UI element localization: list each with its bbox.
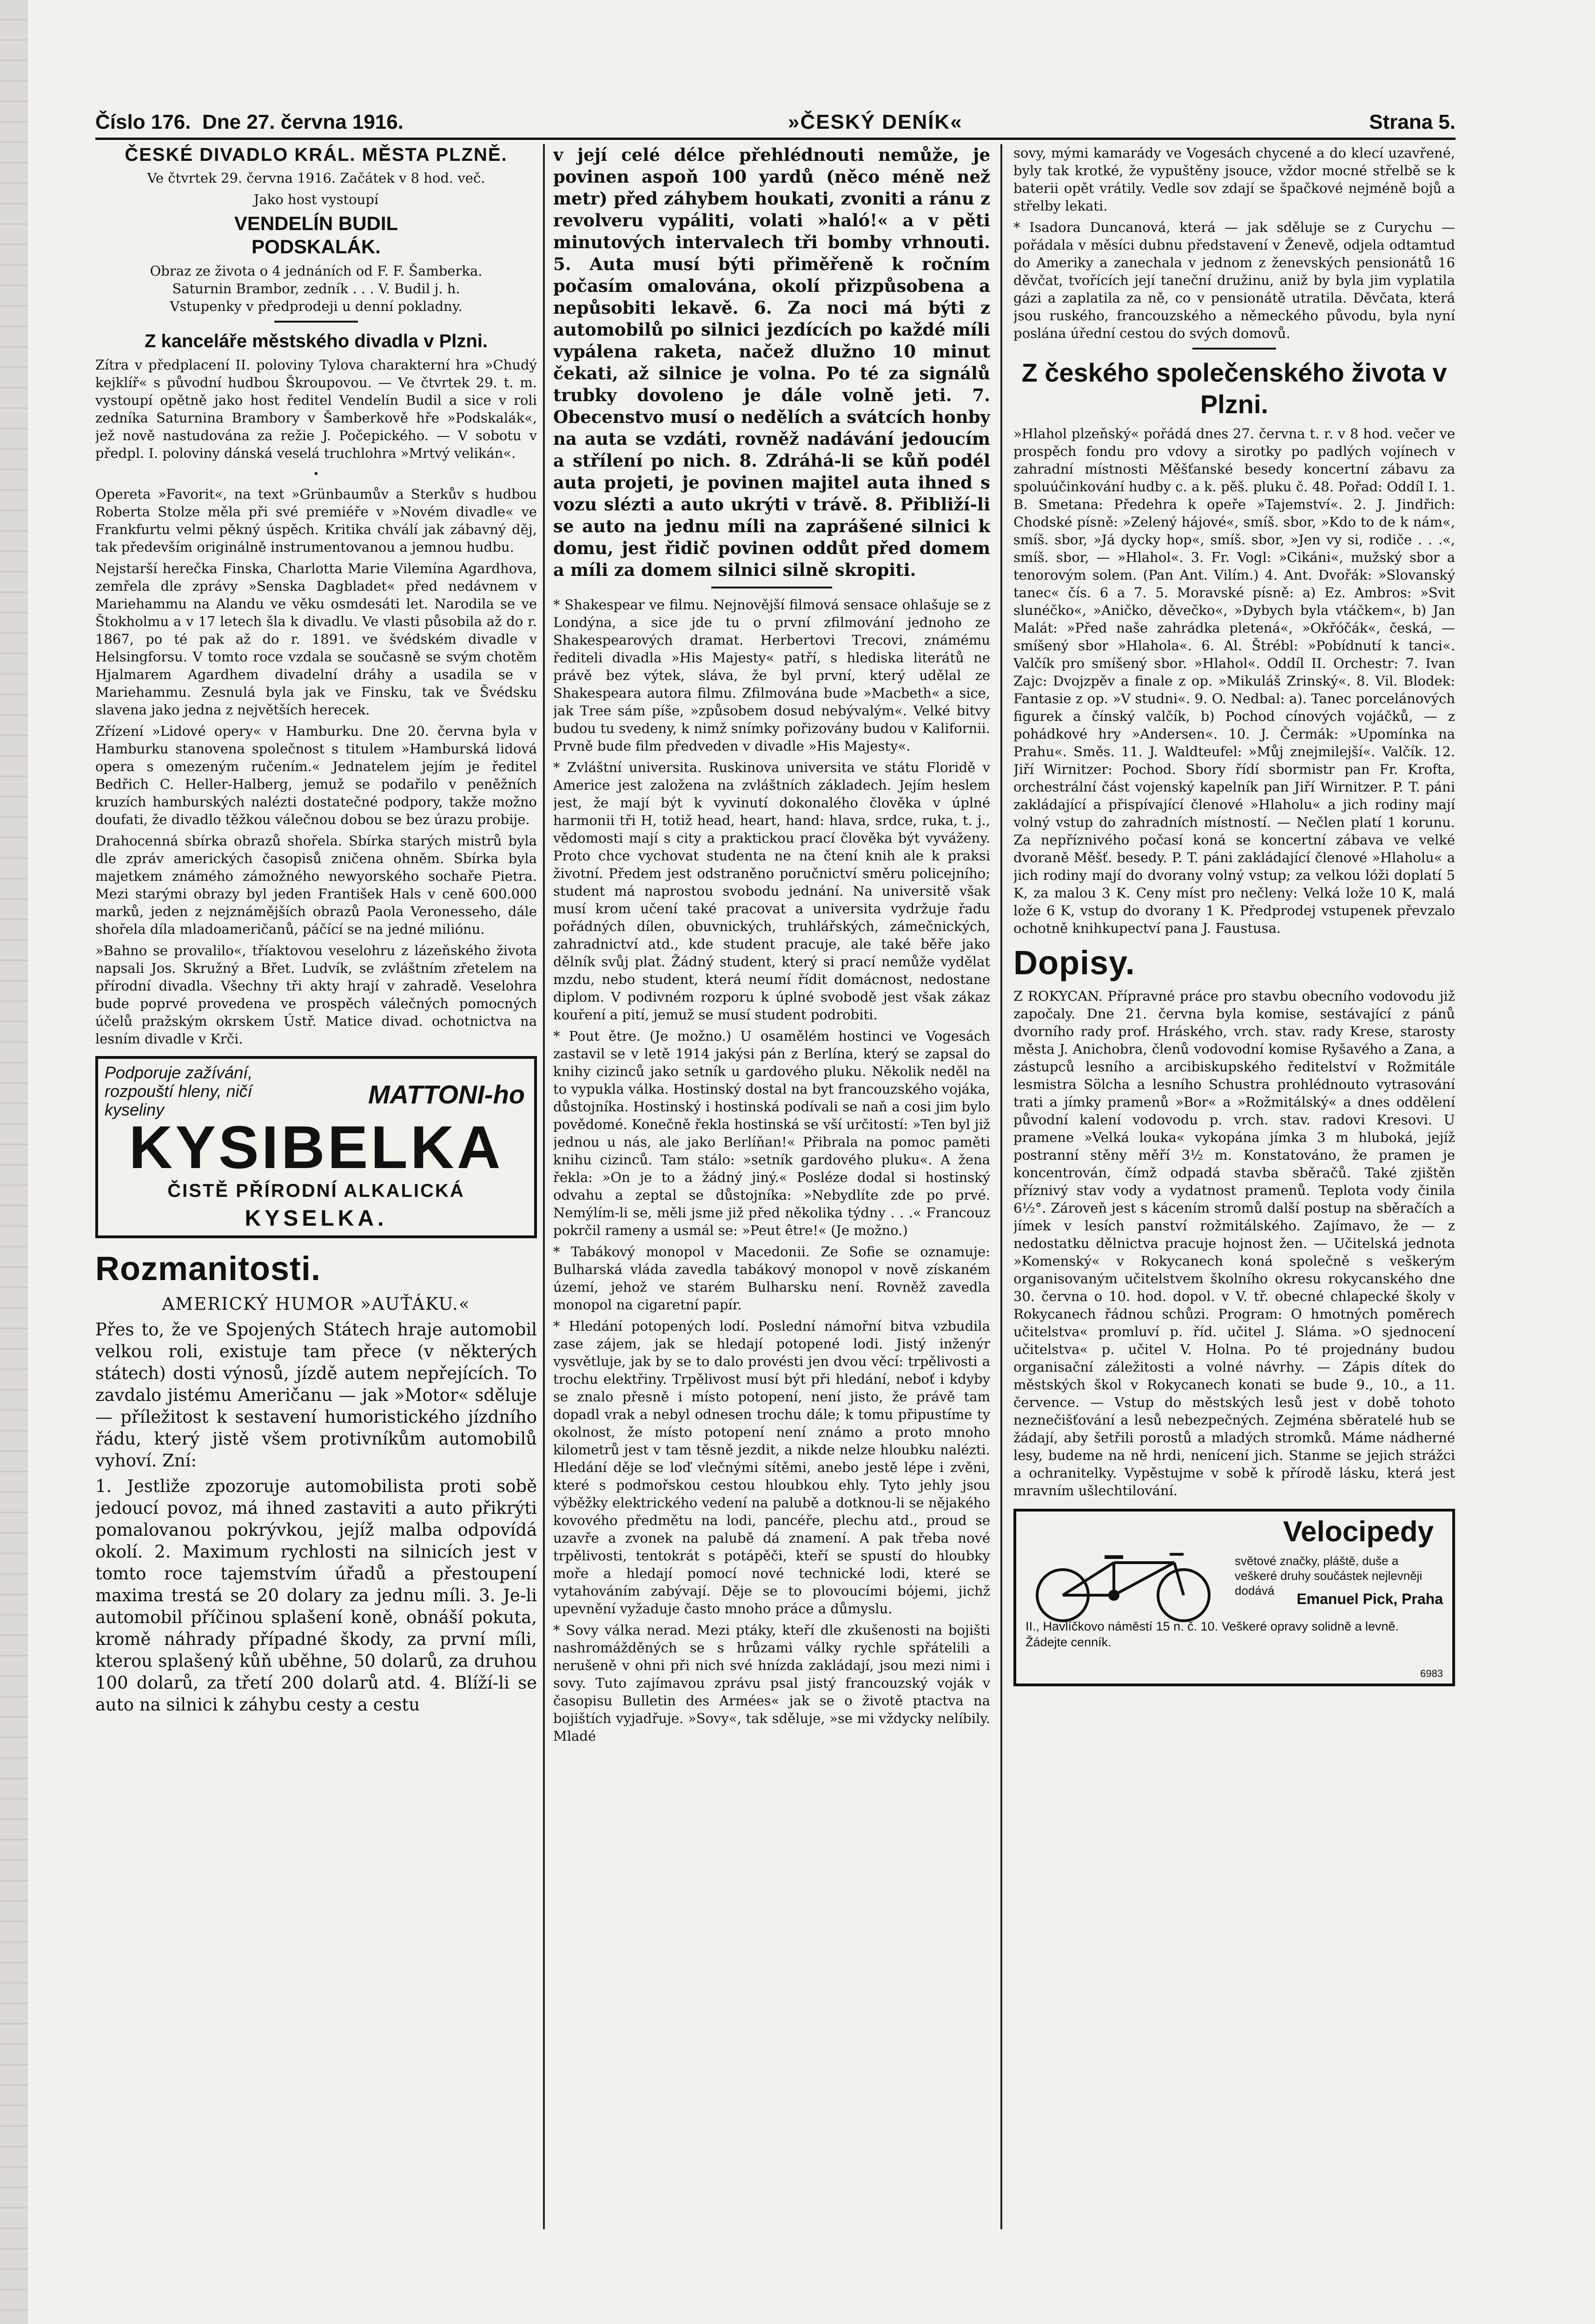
column-1: [95, 144, 537, 2229]
ad-vendor: Emanuel Pick, Praha: [1297, 1591, 1443, 1607]
theatre-play-title: PODSKALÁK.: [251, 236, 381, 257]
ad-product-type: KYSELKA.: [245, 1206, 388, 1231]
theatre-title: ČESKÉ DIVADLO KRÁL. MĚSTA PLZNĚ.: [125, 145, 508, 165]
newspaper-title: »ČESKÝ DENÍK«: [788, 111, 963, 133]
ad-description: světové značky, pláště, duše a veškeré druhy součástek nejlevněji dodává: [1235, 1554, 1423, 1598]
star-separator: •: [313, 469, 319, 480]
article-paragraph: Zřízení »Lidové opery« v Hamburku. Dne 20. června byla v Hamburku stanovena společnost s titulem »Hamburská lidová opera s omezeným ručením.« Jednatelem jejím je ředitel Bedřich C. Heller-Halberg, jemuž se podařilo v peněžních kruzích hamburských nalézti dostatečné podpory, takže možno doufati, že divadlo těžkou válečnou dobou se bez úrazu probije.: [95, 723, 537, 827]
separator: [274, 321, 358, 323]
article-paragraph: * Hledání potopených lodí. Poslední námořní bitva vzbudila zase zájem, jak se hledají potopené lodi. Jistý inženýr vysvětluje, jak by se to dalo provésti jen dvou věcí: trpělivosti a trochu elektřiny. Trpělivost musí být při hledání, neboť i kdyby se znalo přesně i místo potopení, není jisto, že právě tam dopadl vrak a nebyl odnesen trochu dále; k tomu připustíme ty okolnost, že místo potopení není známo a proto mnoho kilometrů jest v tam těsně jezdit, a nikde nelze hloubku nalézti. Hledání děje se loď vlečnými sítěmi, anebo jestě lépe i zvěni, které s podmořskou cestou hloubkou ehly. Tyto jehly jsou výběžky elektrického vedení na palubě a dotknou-li se nějakého kovového předmětu na lodi, pancéře, plechu atd., proud se uzavře a zvonek na palubě dá znamení. A pak třeba nové trpělivosti, tentokrát s potápěči, kteří se spustí do hloubky moře a hledají pomocí nové technické lodi, které se vytahováním zabývají. Děje se to plovoucími bójemi, jichž upevnění vyžaduje často mnoho práce a důmyslu.: [553, 1318, 990, 1617]
article-paragraph: »Hlahol plzeňský« pořádá dnes 27. června t. r. v 8 hod. večer ve prospěch fondu pro vdovy a sirotky po padlých vojínech v zahradní místnosti Měšťanské besedy koncertní zábavu za spoluúčinkování hudby c. a k. pěš. pluku č. 48. Pořad: Oddíl I. 1. B. Smetana: Předehra k opeře »Tajemství«. 2. J. Jindřich: Chodské písně: »Zelený hájové«, smíš. sbor, »Kdo to de k nám«, smíš. sbor, »Já dycky hop«, smíš. sbor, »Jen vy si, rodiče . . .«, smíš. sbor, — »Hlahol«. 3. Fr. Vogl: »Cikáni«, mužský sbor a tenorovým solem. (Pan Ant. Vilím.) 4. Ant. Dvořák: »Slovanský tanec« čís. 6 a 7. 5. Moravské písně: a) Ez. Ambros: »Svit slunéčko«, »Aničko, děvečko«, »Dybych byla vtáčkem«, b) Jan Malát: »Před naše zahrádka pletená«, »Okřóčák«, česká, — smíšený sbor »Hlahola«. 6. Al. Štrébl: »Pobídnutí k tanci«. Valčík pro smíšený sbor. »Hlahol«. Oddíl II. Orchestr: 7. Ivan Zajc: Dvojzpěv a finale z op. »Mikuláš Zrinský«. 8. Vil. Blodek: Fantasie z op. »V studni«. 9. O. Nedbal: a). Tanec porcelánových figurek a čínský valčík, b) Pochod cínových vojáčků, — z pohádkové hry »Andersen«. 10. J. Čermák: »Upomínka na Prahu«. Směs. 11. J. Waldteufel: »Můj znejmilejší«. Valčík. 12. Jiří Wirnitzer: Pochod. Sbory řídí sbormistr pan Fr. Krofta, orchestrální část vojenský kapelník pan Jiří Wirnitzer. P. T. páni zakládající a přispívající členové »Hlaholu« a jich rodiny mají volný vstup do zahradních místností. — Nečlen platí 1 korunu. Za nepříznivého počasí koná se koncertní zábava ve velké dvoraně Měšť. besedy. P. T. páni zakládající členové »Hlaholu« a jich rodiny mají do dvorany volný vstup; za velkou lóži doplatí 5 K, za malou 3 K. Ceny míst pro nečleny: Velká lože 10 K, malá lože 6 K, vstup do dvorany 1 K. Předprodej vstupenek převzalo ochotně knihkupectví pana J. Faustusa.: [1013, 426, 1455, 936]
velocipedy-advertisement: [1013, 1509, 1455, 1686]
article-paragraph: * Sovy válka nerad. Mezi ptáky, kteří dle zkušenosti na bojišti nashromážděných se s hrůzami války rychle spřátelili a nerušeně v ohni při nich své hnízda zakládají, jsou mezi nimi i sovy. Tuto zajímavou zprávu psal jistý francouzský voják v časopisu Bulletin des Armées« jak se o životě ptactva na bojištích vyjadřuje. »Sovy«, tak sděluje, »se mi vždycky nelíbily. Mladé: [553, 1622, 990, 1744]
issue-number: Číslo 176.: [95, 111, 191, 133]
issue-date: Dne 27. června 1916.: [202, 111, 404, 133]
ad-product-descriptor: ČISTĚ PŘÍRODNÍ ALKALICKÁ: [167, 1181, 465, 1201]
theatre-date: Ve čtvrtek 29. června 1916. Začátek v 8 hod. več.: [147, 170, 485, 186]
article-paragraph: Přes to, že ve Spojených Státech hraje automobil velkou roli, existuje tam přece (v některých státech) dosti výnosů, jízdě autem nepřejících. To zavdalo jistému Američanu — jak »Motor« sděluje — příležitost k sestavení humoristického jízdního řádu, který jistě všem protivníkům automobilů vyhoví. Zní:: [95, 1320, 537, 1471]
office-heading: Z kanceláře městského divadla v Plzni.: [144, 331, 488, 351]
page-binding-edge: [0, 0, 28, 2324]
ad-product-name: KYSIBELKA: [129, 1113, 503, 1181]
article-paragraph: Zítra v předplacení II. poloviny Tylova charakterní hra »Chudý kejklíř« s původní hudbou Škroupovou. — Ve čtvrtek 29. t. m. vystoupí opětně jako host ředitel Vendelín Budil a sice v roli zedníka Saturnina Brambory v Šamberkově hře »Podskalák«, jež nově nastudována za režie J. Počepického. — V sobotu v předpl. I. poloviny dánská veselá truchlohra »Mrtvý velikán«.: [95, 357, 537, 461]
article-paragraph: * Shakespear ve filmu. Nejnovější filmová sensace ohlašuje se z Londýna, a sice jde tu o první zfilmování jednoho ze Shakespearových dramat. Herbertovi Trecovi, známému řediteli divadla »His Majesty« patří, s hlediska literátů ne právě bez výtek, sláva, že byl první, který udělal ze Shakespeara autora filmu. Zfilmována bude »Macbeth« a sice, jak Tree sám píše, »způsobem dosud nebývalým«. Velké bitvy budou tu svedeny, k nimž snímky pořizovány budou v Kalifornii. Prvně bude film předveden v divadle »His Majesty«.: [553, 597, 990, 754]
ad-tagline: Podporuje zažívání, rozpouští hleny, ničí kyseliny: [105, 1063, 253, 1119]
misc-section-heading: Rozmanitosti.: [95, 1250, 321, 1287]
column-2: [553, 144, 990, 2229]
misc-subheading: AMERICKÝ HUMOR »AUŤÁKU.«: [162, 1294, 470, 1314]
theatre-actor: VENDELÍN BUDIL: [234, 212, 398, 234]
page-header: [95, 105, 1456, 140]
article-paragraph: Z ROKYCAN. Přípravné práce pro stavbu obecního vodovodu již započaly. Dne 21. června byla komise, sestávající z pánů dvorního rady prof. Hráského, vrch. stav. rady Krese, starosty města J. Anichobra, členů vodovodní komise Ryšavého a Zana, a zástupců lesního a arcibiskupského ředitelství v Rožmitále lesmistra Sölcha a lesního Schustra prohlédnouto vytrasování trati a jímky pramenů »Bor« a »Rožmitálský« a dnes oddělení původní kalení vodovodu p. vrch. stav. radovi Kresovi. U pramene »Velká louka« vykopána jímka 3 m hluboká, jejíž postranní stěny měří 3½ m. Konstatováno, že pramen je koncentrován, čímž odpadá stavba sběračů. Také zjištěn příznivý stav vody a vydatnost pramenů. Teplota vody činila 6½°. Zároveň jest s kácením stromů další postup na sběračích a jímek v lesích panství rožmitálského. Zajímavo, že — z nedostatku dělnictva pracuje hojnost žen. — Učitelská jednota »Komenský« v Rokycanech koná společně s veškerým organisovaným učitelstvem školního okresu rokycanského dne 30. června o 10. hod. dopol. v V. tř. obecné chlapecké školy v Rokycanech řádnou schůzi. Program: O hmotných poměrech učitelstva« promluví p. říd. učitel J. Sláma. »O sjednocení učitelstva« p. učitel V. Holna. Po té projednány budou organisační záležitosti a volné návrhy. — Zápis dítek do městských škol v Rokycanech konati se bude 9., 10., a 11. července. — Vstup do městských lesů jest v době tohoto neznečišťování a lesů nebezpečných. Zejména sběratelé hub se žádají, aby šetřili porostů a mladých stromků. Máme nádherné lesy, budeme na ně hrdi, nenícení jich. Stanme se jejich strážci a ochranitelky. Vypěstujme v sobě k přírodě lásku, která jest mravním ušlechtilování.: [1013, 988, 1455, 1499]
article-paragraph: * Pout ětre. (Je možno.) U osamělém hostinci ve Vogesách zastavil se v letě 1914 jakýsi pán z Berlína, který se zapsal do knihy cizinců jako setník u gardového pluku. Několik neděl na to vypukla válka. Hostinský dostal na byt francouzského vojáka, důstojníka. Hostinský i hostinská podívali se naň a cosi jim bylo povědomé. Konečně řekla hostinská se vší určitostí: »Ten byl již jednou u nás, ale jako Berlíňan!« Přibrala na pomoc paměti knihu cizinců. Tam stálo: »setník gardového pluku«. A žena řekla: »On je to a žádný jiný.« Posléze dodal si hostinský odvahu a zeptal se důstojníka: »Nebydlíte zde po prvé. Nemýlím-li se, měli jsme již před několika týdny . . .« Francouz pokrčil rameny a usmál se: »Peut être!« (Je možno.): [553, 1028, 990, 1238]
article-paragraph: sovy, mými kamarády ve Vogesách chycené a do klecí uzavřené, byly tak krotké, že vypuštěny jsouce, vždor mocné střelbě se k baterii opět vrátily. Vedle sov zdají se špačkové nejméně bojů a střelby lekati.: [1013, 145, 1455, 214]
article-paragraph: »Bahno se provalilo«, tříaktovou veselohru z lázeňského života napsali Jos. Skružný a Břet. Ludvík, se zvláštním zřetelem na přírodní divadla. Všechny tři akty hrají v zahradě. Veselohra bude poprvé provedena ve prospěch válečných pomocných účelů pražským okrskem Ústř. Matice divad. ochotnictva na lesním divadle v Krči.: [95, 943, 537, 1047]
theatre-tickets: Vstupenky v předprodeji u denní pokladny.: [170, 298, 463, 314]
article-paragraph: * Tabákový monopol v Macedonii. Ze Sofie se oznamuje: Bulharská vláda zavedla tabákový monopol v nově získaném území, jehož ve starém Bulharsku není. Rovněž zavedla monopol na cigaretní papír.: [553, 1244, 990, 1313]
ad-address: II., Havlíčkovo náměstí 15 n. č. 10. Veškeré opravy solidně a levně. Žádejte cenník.: [1026, 1619, 1399, 1649]
article-paragraph: * Isadora Duncanová, která — jak sděluje se z Curychu — pořádala v měsíci dubnu představení v Ženevě, odjela odtamtud do Ameriky a zanechala v jednom z ženevských pensionátů 16 děvčat, tvořících její taneční družinu, aniž by byla jim vyplatila gázi a zaplatila za ně, co v pensionátě utratila. Děvčata, která jsou ruského, francouzského a německého původu, byla nyní poslána úřední cestou do svých domovů.: [1013, 219, 1455, 341]
ad-brand: MATTONI-ho: [368, 1080, 525, 1109]
letters-heading: Dopisy.: [1013, 944, 1135, 982]
theatre-play-description: Obraz ze života o 4 jednáních od F. F. Šamberka.: [150, 263, 483, 279]
theatre-guest-intro: Jako host vystoupí: [253, 191, 379, 207]
separator: [1192, 348, 1276, 350]
article-paragraph: 1. Jestliže zpozoruje automobilista proti sobě jedoucí povoz, má ihned zastaviti a auto přikrýti pomalovanou pokrývkou, jejíž malba odpovídá okolí. 2. Maximum rychlosti na silnicích jest v tomto roce tajemstvím úřadů a přestoupení maxima trestá se 20 dolary za jednu míli. 3. Je-li automobil příčinou splašení koně, obnáší pokuta, kromě náhrady případné škody, za první míli, kterou splašený kůň uběhne, 50 dolarů, za druhou 100 dolarů, za třetí 200 dolarů atd. 4. Blíží-li se auto na silnici k záhybu cesty a cestu: [95, 1476, 537, 1715]
separator: [711, 587, 832, 588]
column-divider: [1000, 144, 1002, 2229]
social-life-heading: Z českého společenského života v Plzni.: [1021, 358, 1447, 419]
bicycle-icon: [1021, 1544, 1230, 1623]
article-paragraph: Opereta »Favorit«, na text »Grünbaumův a Sterkův s hudbou Roberta Stolze měla při své premiéře v »Novém divadle« ve Frankfurtu velmi pěkný úspěch. Kritika chválí jak zábavný děj, tak především originálně instrumentovanou a jemnou hudbu.: [95, 486, 537, 555]
ad-title: Velocipedy: [1283, 1516, 1434, 1548]
theatre-role: Saturnin Brambor, zedník . . . V. Budil j. h.: [172, 281, 460, 297]
article-paragraph: v její celé délce přehlédnouti nemůže, je povinen aspoň 100 yardů (něco méně než metr) před záhybem houkati, zvoniti a ránu z revolveru vypáliti, volati »haló!« a v pěti minutových intervalech tři bomby vrhnouti. 5. Auta musí býti přiměřeně k ročním počasím omalována, okolí přizpůsobena a nepůsobiti lekavě. 6. Za noci má býti z automobilů po silnici jezdících po každé míli vypálena raketa, načež dlužno 10 minut čekati, až silnice je volna. Po té za signálů trubky dovoleno je dále volně jeti. 7. Obecenstvo musí o nedělích a svátcích honby na auta se vzdáti, rovněž nadávání jedoucím a střílení po nich. 8. Zdráhá-li se kůň podél auta projeti, je povinen majitel auta ihned s vozu slézti a auto ukrýti v trávě. 8. Přibliží-li se auto na jednu míli na zaprášené silnici k domu, jest řidič povinen oddůt před domem a míli za domem silnici silně skropiti.: [553, 145, 990, 580]
theatre-announcement: [95, 144, 537, 315]
column-divider: [543, 144, 545, 2229]
ad-code: 6983: [1420, 1668, 1443, 1679]
column-3: [1013, 144, 1455, 2229]
article-paragraph: * Zvláštní universita. Ruskinova universita ve státu Floridě v Americe jest založena na zvláštních základech. Jejím heslem jest, že mají být k vyvinutí dokonalého člověka v úplné harmonii tři H, totiž head, heart, hand: hlava, srdce, ruka, t. j., vědomosti mají s city a praktickou prací člověka být vyváženy. Proto chce vychovat studenta ne na čtení knih ale k praksi životní. Předem jest odstraněno poručnictví směru policejního; student má naprostou svobodu jednání. Na universitě však musí krom učení také pracovat a universita vydržuje řadu pořádných dílen, obuvnických, truhlářských, zámečnických, zahradnictví atd., kde student pracuje, ale také běře jako dělník svůj plat. Žádný student, který si prací nemůže vydělat mzdu, nebo student, která neumí řídit domácnost, nedostane diplom. V podivném rozporu k úplné svobodě jest však zákaz kouření a pití, jemuž se musí student podrobiti.: [553, 759, 990, 1023]
article-paragraph: Drahocenná sbírka obrazů shořela. Sbírka starých mistrů byla dle zpráv amerických časopisů zničena ohněm. Sbírka byla majetkem známého zámožného newyorského sochaře Pietra. Mezi starými obrazy byl jeden František Hals v ceně 600.000 marků, jeden z nejznámějších obrazů Paola Veronesseho, dále shořela díla mladoameričanů, páčící se na jedné miliónu.: [95, 833, 537, 937]
article-paragraph: Nejstarší herečka Finska, Charlotta Marie Vilemína Agardhova, zemřela dle zprávy »Senska Dagbladet« před nedávnem v Mariehammu na Alandu ve věku osmdesáti let. Narodila se ve Štokholmu a v 17 letech šla k divadlu. Ve vlasti působila až do r. 1867, po té pak až do r. 1891. ve švédském divadle v Helsingforsu. V tomto roce vzdala se současně se svým chotěm Hjalmarem Agardhem divadelní dráhy a usadila se v Mariehammu. Zesnulá byla jak ve Finsku, tak ve Švédsku slavena jako jedna z největších herecek.: [95, 561, 537, 718]
kysibelka-advertisement: [95, 1056, 537, 1238]
page-number: Strana 5.: [1369, 111, 1456, 133]
